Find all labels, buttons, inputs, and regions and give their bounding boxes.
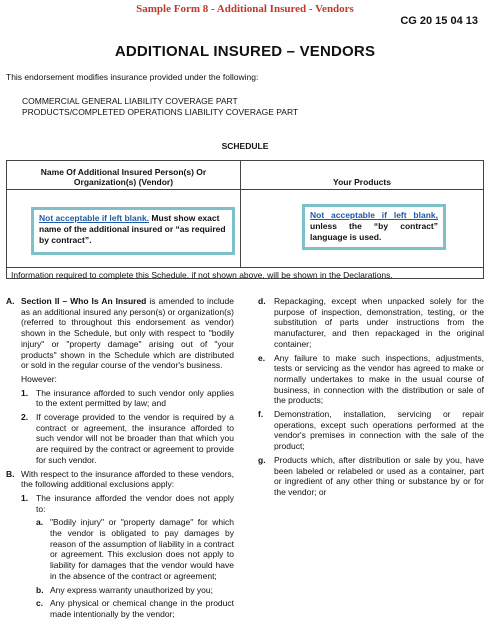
section-a-text: [21, 296, 234, 371]
exclusion-e: [258, 353, 484, 407]
vendor-note-box: [31, 207, 235, 255]
vendor-header-line-1: Name Of Additional Insured Person(s) Or: [40, 167, 207, 177]
footer-divider: [7, 267, 483, 268]
exclusion-a-label: a.: [36, 517, 44, 528]
exclusion-b-text: Any express warranty unauthorized by you;: [50, 584, 214, 595]
vendor-note-link[interactable]: Not acceptable if left blank.: [39, 213, 150, 223]
exclusion-f: [258, 409, 484, 452]
exclusion-g-label: g.: [258, 454, 266, 465]
exclusion-b-label: b.: [36, 584, 44, 595]
section-a-1-label: 1.: [21, 387, 29, 398]
products-note-link[interactable]: Not acceptable if left blank,: [310, 210, 438, 220]
exclusion-d-label: d.: [258, 296, 266, 306]
products-column-header: Your Products: [333, 177, 391, 187]
section-b-text: With respect to the insurance afforded to these vendors, the following additional exclusions apply:: [21, 468, 234, 490]
however-text: However:: [21, 373, 57, 384]
section-a-1-text: The insurance afforded to such vendor only applies to the extent permitted by law; and: [36, 387, 234, 409]
exclusion-c-text: Any physical or chemical change in the product made intentionally by the vendor;: [50, 598, 234, 619]
section-a-body: is amended to include as an additional insured any person(s) or organization(s) (referred to throughout this endorsement as vendor) shown in the Schedule, but only with respect to "bodily injury" or "property damage" arising out of "your products" shown in the Schedule which are distributed or sold in the regular course of the vendor's business.: [21, 296, 234, 371]
exclusion-c: [6, 598, 234, 619]
coverage-parts: [22, 96, 298, 118]
exclusion-b: [6, 585, 234, 596]
exclusion-g-text: Products which, after distribution or sale by you, have been labeled or relabeled or used as a container, part or ingredient of any other thing or substance by or for the vendor; or: [274, 454, 484, 497]
coverage-part-2: PRODUCTS/COMPLETED OPERATIONS LIABILITY COVERAGE PART: [22, 107, 299, 117]
header-divider: [7, 189, 483, 190]
exclusion-d-text: Repackaging, except when unpacked solely for the purpose of inspection, demonstration, testing, or the substitution of parts under instructions from the manufacturer, and then repackaged in the original container;: [274, 296, 484, 349]
section-a-2: [6, 412, 234, 466]
section-a-2-text: If coverage provided to the vendor is required by a contract or agreement, the insurance afforded to such vendor will not be broader than that which you are required by the contract or agreement to provide for such vendor.: [36, 412, 234, 465]
page-title: ADDITIONAL INSURED – VENDORS: [114, 43, 376, 60]
schedule-title: SCHEDULE: [221, 141, 269, 151]
exclusion-f-text: Demonstration, installation, servicing or repair operations, except such operations performed at the vendor's premises in connection with the sale of the product;: [274, 409, 484, 452]
section-b-1-label: 1.: [21, 492, 29, 503]
vendor-note-text: Must show exact name of the additional insured or “as required by contract”.: [39, 213, 226, 245]
form-number: CG 20 15 04 13: [400, 15, 478, 27]
intro-text: This endorsement modifies insurance provided under the following:: [6, 72, 259, 82]
right-column: [258, 296, 484, 501]
section-a: [6, 296, 234, 371]
products-note-box: [302, 204, 446, 250]
exclusion-e-text: Any failure to make such inspections, adjustments, tests or servicing as the vendor has agreed to make or normally undertakes to make in the usual course of business, in connection with the distribution or sale of the products;: [274, 352, 484, 406]
exclusion-f-label: f.: [258, 409, 264, 420]
section-a-2-label: 2.: [21, 412, 29, 423]
exclusion-g: [258, 455, 484, 498]
schedule-table: [6, 160, 484, 279]
products-note-text: unless the “by contract” language is used.: [310, 221, 438, 242]
section-a-heading: Section II – Who Is An Insured: [21, 296, 147, 306]
section-b-1: [6, 493, 234, 514]
coverage-part-1: COMMERCIAL GENERAL LIABILITY COVERAGE PART: [22, 96, 238, 106]
exclusion-c-label: c.: [36, 598, 44, 609]
section-a-label: A.: [6, 296, 15, 306]
section-b: [6, 469, 234, 490]
vendor-header-line-2: Organization(s) (Vendor): [73, 177, 174, 187]
section-b-label: B.: [6, 468, 15, 479]
exclusion-a: [6, 517, 234, 581]
section-a-1: [6, 388, 234, 409]
schedule-footer: Information required to complete this Schedule, if not shown above, will be shown in the Declarations.: [11, 270, 393, 280]
sample-form-label: Sample Form 8 - Additional Insured - Vendors: [136, 3, 354, 15]
exclusion-e-label: e.: [258, 352, 266, 363]
left-column: [6, 296, 234, 623]
exclusion-a-text: "Bodily injury" or "property damage" for which the vendor is obligated to pay damages by reason of the assumption of liability in a contract or agreement. This exclusion does not apply to liability for damages that the vendor would have in the absence of the contract or agreement;: [50, 517, 234, 581]
vendor-column-header: [7, 167, 240, 187]
exclusion-d: [258, 296, 484, 350]
section-b-1-text: The insurance afforded the vendor does not apply to:: [36, 492, 234, 514]
